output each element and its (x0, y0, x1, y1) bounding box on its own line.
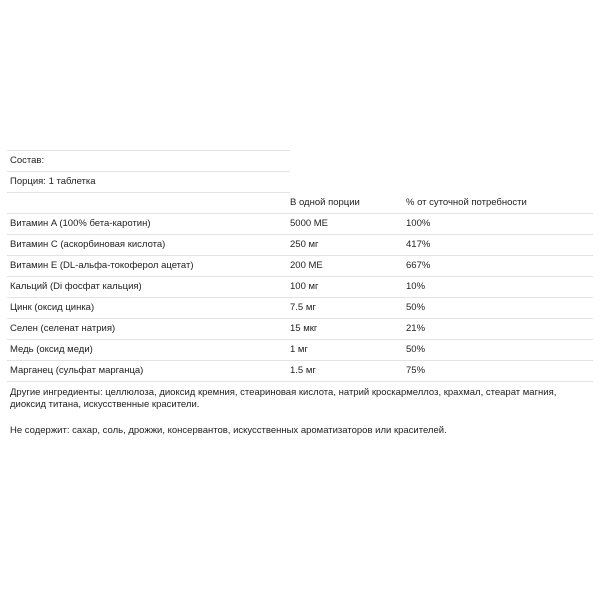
table-row (7, 340, 593, 361)
column-header-name (7, 193, 287, 214)
other-ingredients: Другие ингредиенты: целлюлоза, диоксид кремния, стеариновая кислота, натрий кроскармеллоз, крахмал, стеарат магния, диоксид титана, искусственные красители. (10, 387, 557, 410)
table-row (7, 319, 593, 340)
table-row (7, 361, 593, 382)
nutrient-daily-value: 667% (403, 256, 593, 277)
table-row (7, 235, 593, 256)
nutrient-name: Медь (оксид меди) (7, 340, 287, 361)
nutrient-amount: 100 мг (287, 277, 403, 298)
notes (7, 387, 593, 437)
nutrient-amount: 7.5 мг (287, 298, 403, 319)
nutrient-amount: 15 мкг (287, 319, 403, 340)
nutrient-name: Витамин E (DL-альфа-токоферол ацетат) (7, 256, 287, 277)
nutrient-name: Витамин A (100% бета-каротин) (7, 214, 287, 235)
nutrient-amount: 200 МЕ (287, 256, 403, 277)
nutrient-daily-value: 21% (403, 319, 593, 340)
table-row (7, 277, 593, 298)
supplement-facts (7, 150, 593, 451)
nutrient-name: Марганец (сульфат марганца) (7, 361, 287, 382)
column-header-daily-value: % от суточной потребности (403, 193, 593, 214)
table-row (7, 298, 593, 319)
nutrient-name: Кальций (Di фосфат кальция) (7, 277, 287, 298)
nutrient-amount: 250 мг (287, 235, 403, 256)
nutrient-name: Витамин C (аскорбиновая кислота) (7, 235, 287, 256)
column-header-per-serving: В одной порции (287, 193, 403, 214)
nutrient-daily-value: 50% (403, 340, 593, 361)
nutrient-daily-value: 100% (403, 214, 593, 235)
composition-heading: Состав: (7, 150, 290, 172)
nutrient-daily-value: 75% (403, 361, 593, 382)
nutrient-name: Цинк (оксид цинка) (7, 298, 287, 319)
serving-size: Порция: 1 таблетка (7, 172, 290, 193)
does-not-contain: Не содержит: сахар, соль, дрожжи, консервантов, искусственных ароматизаторов или красителей. (10, 425, 447, 436)
nutrient-amount: 1 мг (287, 340, 403, 361)
table-row (7, 256, 593, 277)
nutrient-daily-value: 417% (403, 235, 593, 256)
nutrient-amount: 5000 МЕ (287, 214, 403, 235)
table-row (7, 214, 593, 235)
nutrient-daily-value: 10% (403, 277, 593, 298)
nutrient-daily-value: 50% (403, 298, 593, 319)
nutrient-amount: 1.5 мг (287, 361, 403, 382)
table-header-row (7, 193, 593, 214)
nutrient-name: Селен (селенат натрия) (7, 319, 287, 340)
nutrient-table (7, 193, 593, 382)
